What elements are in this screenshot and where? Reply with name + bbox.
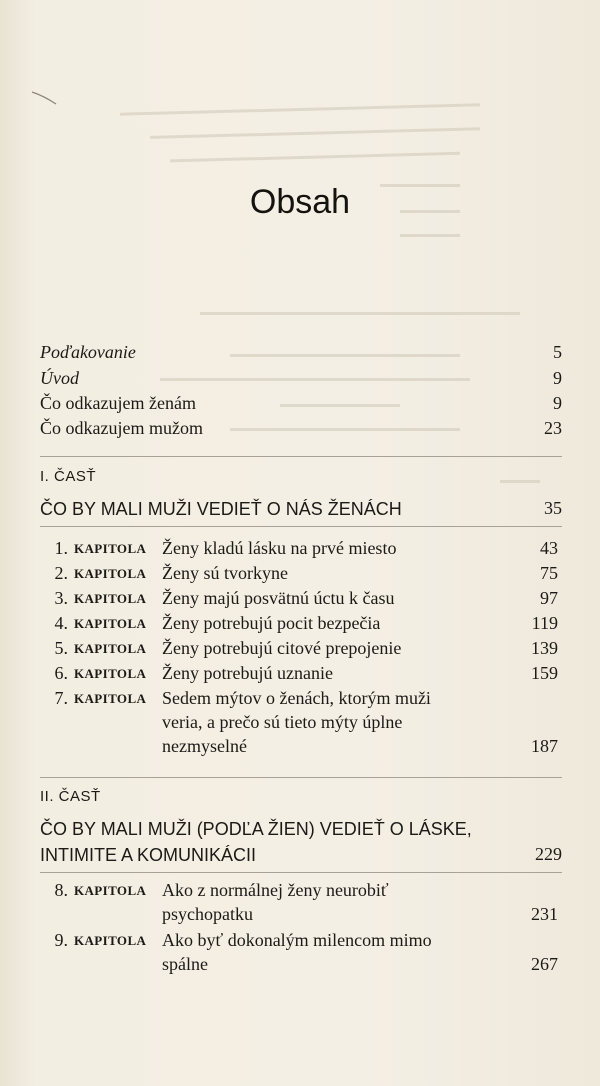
part-2-title-line: INTIMITE A KOMUNIKÁCII (40, 845, 257, 865)
chapter-kapitola-label: KAPITOLA (74, 541, 147, 556)
chapter-number: 1. (54, 538, 68, 558)
chapter-title (162, 661, 492, 685)
chapter-page: 159 (531, 663, 558, 683)
chapter-title (162, 611, 492, 635)
toc-entry (40, 393, 562, 417)
chapter-page: 231 (531, 904, 558, 924)
chapter-title (162, 536, 492, 560)
toc-entry-label: Čo odkazujem mužom (40, 418, 203, 438)
divider (40, 526, 562, 527)
toc-entry-page: 9 (553, 368, 562, 388)
toc-entry-page: 23 (544, 418, 562, 438)
divider (40, 872, 562, 873)
toc-entry (40, 368, 562, 392)
chapter-title-line: Ako byť dokonalým milencom mimo (162, 930, 432, 950)
chapter-kapitola-label: KAPITOLA (74, 933, 147, 948)
chapter-kapitola-label: KAPITOLA (74, 691, 147, 706)
page-title: Obsah (249, 183, 351, 221)
chapter-title (162, 586, 492, 610)
chapter-title-line: Sedem mýtov o ženách, ktorým muži (162, 688, 431, 708)
toc-entry-page: 9 (553, 393, 562, 413)
chapter-number: 4. (54, 613, 68, 633)
chapter-title-line: veria, a prečo sú tieto mýty úplne (162, 712, 403, 732)
toc-entry-label: Úvod (40, 368, 79, 388)
chapter-title-line: Ženy majú posvätnú úctu k času (162, 588, 395, 608)
part-1-page: 35 (544, 498, 562, 518)
chapter-title-line: psychopatku (162, 904, 253, 924)
chapter-title-line: Ženy potrebujú pocit bezpečia (162, 613, 381, 633)
chapter-title-line: spálne (162, 954, 208, 974)
chapter-number: 8. (54, 880, 68, 900)
chapter-title (162, 561, 492, 585)
chapter-number: 3. (54, 588, 68, 608)
toc-entry (40, 342, 562, 366)
chapter-title (162, 636, 492, 660)
chapter-page: 97 (540, 588, 558, 608)
chapter-page: 43 (540, 538, 558, 558)
part-2-title (40, 816, 562, 868)
toc-entry-label: Čo odkazujem ženám (40, 393, 196, 413)
chapter-title-line: Ako z normálnej ženy neurobiť (162, 880, 389, 900)
chapter-page: 75 (540, 563, 558, 583)
chapter-page: 187 (531, 736, 558, 756)
chapter-page: 139 (531, 638, 558, 658)
part-2-page: 229 (535, 844, 562, 864)
chapter-kapitola-label: KAPITOLA (74, 591, 147, 606)
chapter-title-line: Ženy sú tvorkyne (162, 563, 288, 583)
chapter-kapitola-label: KAPITOLA (74, 566, 147, 581)
chapter-number: 7. (54, 688, 68, 708)
chapter-title-line: Ženy potrebujú uznanie (162, 663, 333, 683)
chapter-title (162, 878, 492, 926)
chapter-number: 9. (54, 930, 68, 950)
chapter-title (162, 686, 492, 758)
divider (40, 777, 562, 778)
chapter-kapitola-label: KAPITOLA (74, 883, 147, 898)
toc-entry-label: Poďakovanie (40, 342, 136, 362)
chapter-page: 119 (531, 613, 558, 633)
chapter-title-line: Ženy kladú lásku na prvé miesto (162, 538, 397, 558)
chapter-number: 2. (54, 563, 68, 583)
toc-entry (40, 418, 562, 442)
part-1-title: ČO BY MALI MUŽI VEDIEŤ O NÁS ŽENÁCH (40, 499, 402, 519)
chapter-page: 267 (531, 954, 558, 974)
chapter-title-line: nezmyselné (162, 736, 247, 756)
toc-entry-page: 5 (553, 342, 562, 362)
chapter-number: 5. (54, 638, 68, 658)
chapter-number: 6. (54, 663, 68, 683)
part-2-title-line: ČO BY MALI MUŽI (PODĽA ŽIEN) VEDIEŤ O LÁSKE, (40, 819, 472, 839)
chapter-title (162, 928, 492, 976)
chapter-kapitola-label: KAPITOLA (74, 616, 147, 631)
chapter-kapitola-label: KAPITOLA (74, 666, 147, 681)
chapter-title-line: Ženy potrebujú citové prepojenie (162, 638, 402, 658)
part-1-label: I. ČASŤ (40, 468, 97, 485)
part-2-label: II. ČASŤ (40, 788, 101, 805)
chapter-kapitola-label: KAPITOLA (74, 641, 147, 656)
divider (40, 456, 562, 457)
